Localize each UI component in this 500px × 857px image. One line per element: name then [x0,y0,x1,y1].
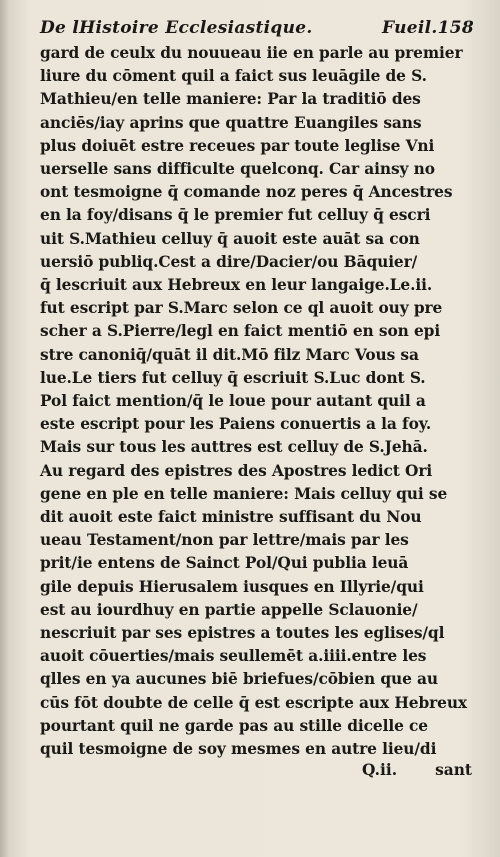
text-line: dit auoit este faict ministre suffisant du Nou [40,508,422,527]
folio-number: Fueil.158 [382,18,474,38]
signature-mark: Q.ii. [362,761,398,780]
running-title: De lHistoire Ecclesiastique. [40,18,313,38]
text-line: Au regard des epistres des Apostres ledict Ori [40,461,433,480]
text-line: este escript pour les Paiens conuertis a la foy. [40,415,432,434]
catchword: sant [435,761,472,780]
text-line: en la foy/disans q̄ le premier fut celluy q̄ escri [40,206,431,225]
text-line: stre canoniq̄/quāt il dit.Mō filz Marc Vous sa [40,345,419,364]
text-line: uerselle sans difficulte quelconq. Car ainsy no [40,160,435,179]
text-line: uit S.Mathieu celluy q̄ auoit este auāt sa con [40,229,420,248]
text-line: q̄ lescriuit aux Hebreux en leur langaige.Le.ii. [40,276,433,295]
text-line: uersiō publiq.Cest a dire/Dacier/ou Bāquier/ [40,252,418,271]
text-line: Mathieu/en telle maniere: Par la traditiō des [40,90,421,109]
text-line: gile depuis Hierusalem iusques en Illyrie/qui [40,577,424,596]
page-footer [40,761,474,779]
text-line: ueau Testament/non par lettre/mais par les [40,531,409,550]
text-line: prit/ie entens de Sainct Pol/Qui publia leuā [40,554,409,573]
text-line: Mais sur tous les auttres est celluy de S.Jehā. [40,438,428,457]
text-line: gard de ceulx du nouueau iie en parle au premier [40,44,463,62]
text-line: est au iourdhuy en partie appelle Sclauonie/ [40,600,418,619]
text-line: quil tesmoigne de soy mesmes en autre lieu/di [40,740,437,759]
text-line: anciēs/iay aprins que quattre Euangiles sans [40,113,422,132]
text-line: ont tesmoigne q̄ comande noz peres q̄ Ancestres [40,183,453,202]
body-text [40,42,474,761]
running-header [40,18,474,38]
text-line: nescriuit par ses epistres a toutes les eglises/ql [40,624,445,643]
text-line: cūs fōt doubte de celle q̄ est escripte aux Hebreux [40,693,467,712]
text-line: gene en ple en telle maniere: Mais celluy qui se [40,484,448,503]
text-line: pourtant quil ne garde pas au stille dicelle ce [40,716,428,735]
text-line: lue.Le tiers fut celluy q̄ escriuit S.Luc dont S. [40,368,426,387]
text-line: fut escript par S.Marc selon ce ql auoit ouy pre [40,299,443,318]
text-line: Pol faict mention/q̄ le loue pour autant quil a [40,392,426,411]
text-line: liure du cōment quil a faict sus leuāgile de S. [40,67,427,86]
text-line: scher a S.Pierre/legl en faict mentiō en son epi [40,322,441,341]
binding-gutter [0,0,10,857]
text-line: plus doiuēt estre receues par toute leglise Vni [40,136,435,155]
text-line: auoit cōuerties/mais seullemēt a.iiii.entre les [40,647,427,666]
text-line: qlles en ya aucunes biē briefues/cōbien que au [40,670,439,689]
